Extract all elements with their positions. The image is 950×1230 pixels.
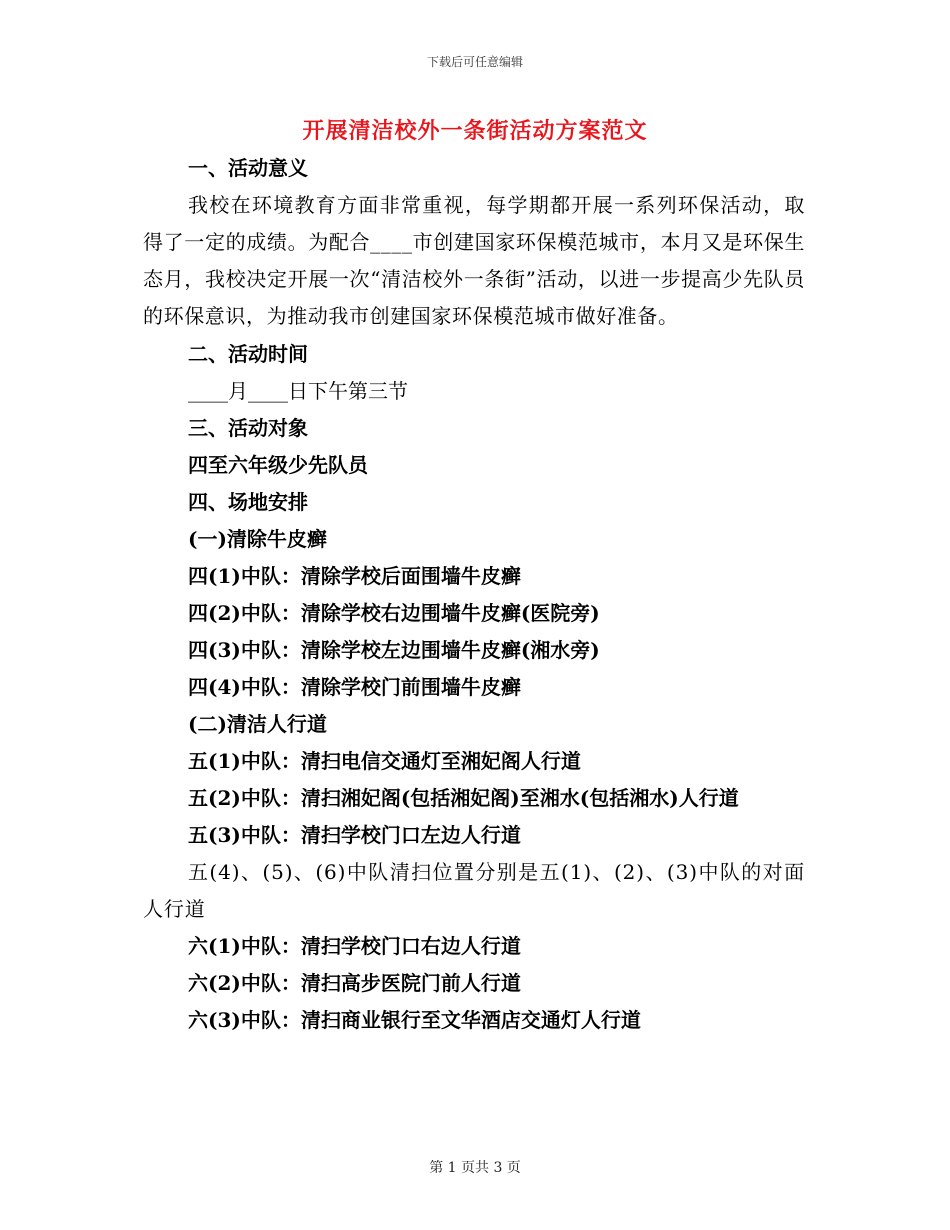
list-item: 六(1)中队：清扫学校门口右边人行道 — [188, 934, 521, 958]
list-item: 六(2)中队：清扫高步医院门前人行道 — [188, 971, 521, 995]
subsection-heading-1: (一)清除牛皮癣 — [188, 527, 327, 551]
list-item: 六(3)中队：清扫商业银行至文华酒店交通灯人行道 — [188, 1008, 641, 1032]
list-item: 五(2)中队：清扫湘妃阁(包括湘妃阁)至湘水(包括湘水)人行道 — [188, 786, 739, 810]
list-item: 五(3)中队：清扫学校门口左边人行道 — [188, 823, 521, 847]
section-heading-2: 二、活动时间 — [188, 342, 308, 366]
list-item: 四(1)中队：清除学校后面围墙牛皮癣 — [188, 564, 521, 588]
section-2-text: ____月____日下午第三节 — [188, 379, 408, 403]
section-heading-1: 一、活动意义 — [188, 156, 308, 180]
subsection-heading-2: (二)清洁人行道 — [188, 712, 327, 736]
document-title: 开展清洁校外一条街活动方案范文 — [302, 118, 648, 144]
section-heading-4: 四、场地安排 — [188, 490, 308, 514]
section-4-note: 五(4)、(5)、(6)中队清扫位置分别是五(1)、(2)、(3)中队的对面人行道 — [143, 860, 805, 921]
document-body — [143, 150, 805, 1039]
list-item: 四(2)中队：清除学校右边围墙牛皮癣(医院旁) — [188, 601, 600, 625]
section-3-text: 四至六年级少先队员 — [188, 453, 368, 477]
section-1-paragraph: 我校在环境教育方面非常重视，每学期都开展一系列环保活动，取得了一定的成绩。为配合____市创建国家环保模范城市，本月又是环保生态月，我校决定开展一次“清洁校外一条街”活动，以进一步提高少先队员的环保意识，为推动我市创建国家环保模范城市做好准备。 — [143, 193, 805, 328]
list-item: 四(4)中队：清除学校门前围墙牛皮癣 — [188, 675, 521, 699]
header-note: 下载后可任意编辑 — [426, 55, 523, 69]
list-item: 五(1)中队：清扫电信交通灯至湘妃阁人行道 — [188, 749, 581, 773]
list-item: 四(3)中队：清除学校左边围墙牛皮癣(湘水旁) — [188, 638, 600, 662]
page-footer: 第 1 页共 3 页 — [429, 1160, 521, 1176]
section-heading-3: 三、活动对象 — [188, 416, 308, 440]
